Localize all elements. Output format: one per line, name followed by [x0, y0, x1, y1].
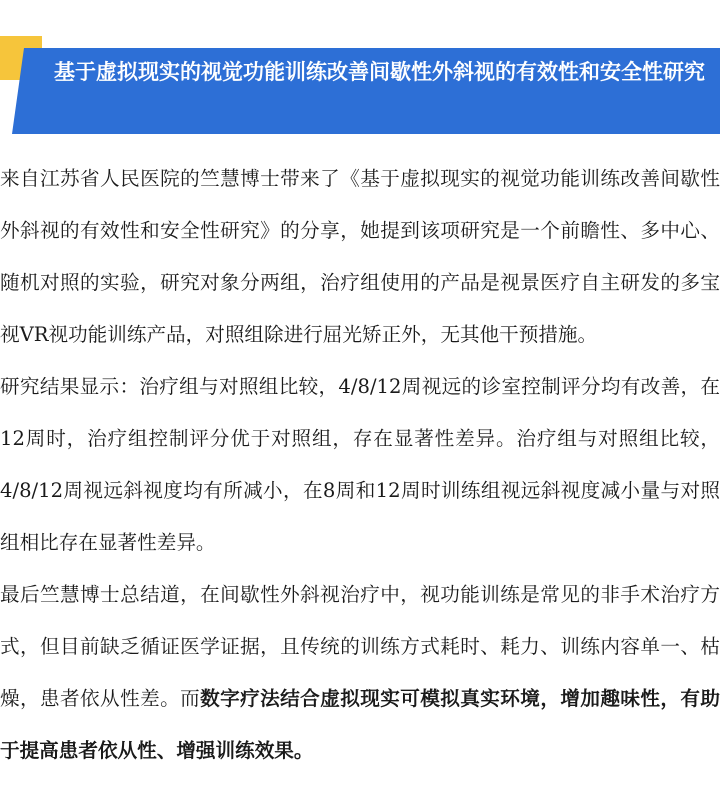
- paragraph-conclusion: [0, 569, 720, 777]
- article-body: [0, 153, 720, 777]
- paragraph-conclusion-highlight: 数字疗法结合虚拟现实可模拟真实环境，增加趣味性，有助于提高患者依从性、增强训练效果。: [0, 687, 720, 762]
- section-header: [0, 36, 720, 134]
- paragraph-conclusion-text: 最后竺慧博士总结道，在间歇性外斜视治疗中，视功能训练是常见的非手术治疗方式，但目前缺乏循证医学证据，且传统的训练方式耗时、耗力、训练内容单一、枯燥，患者依从性差。而: [0, 583, 720, 710]
- section-title: 基于虚拟现实的视觉功能训练改善间歇性外斜视的有效性和安全性研究: [54, 60, 705, 84]
- paragraph-results: 研究结果显示：治疗组与对照组比较，4/8/12周视远的诊室控制评分均有改善，在12周时，治疗组控制评分优于对照组，存在显著性差异。治疗组与对照组比较，4/8/12周视远斜视度均有所减小，在8周和12周时训练组视远斜视度减小量与对照组相比存在显著性差异。: [0, 375, 720, 554]
- paragraph-intro: 来自江苏省人民医院的竺慧博士带来了《基于虚拟现实的视觉功能训练改善间歇性外斜视的有效性和安全性研究》的分享，她提到该项研究是一个前瞻性、多中心、随机对照的实验，研究对象分两组，治疗组使用的产品是视景医疗自主研发的多宝视VR视功能训练产品，对照组除进行屈光矫正外，无其他干预措施。: [0, 167, 720, 346]
